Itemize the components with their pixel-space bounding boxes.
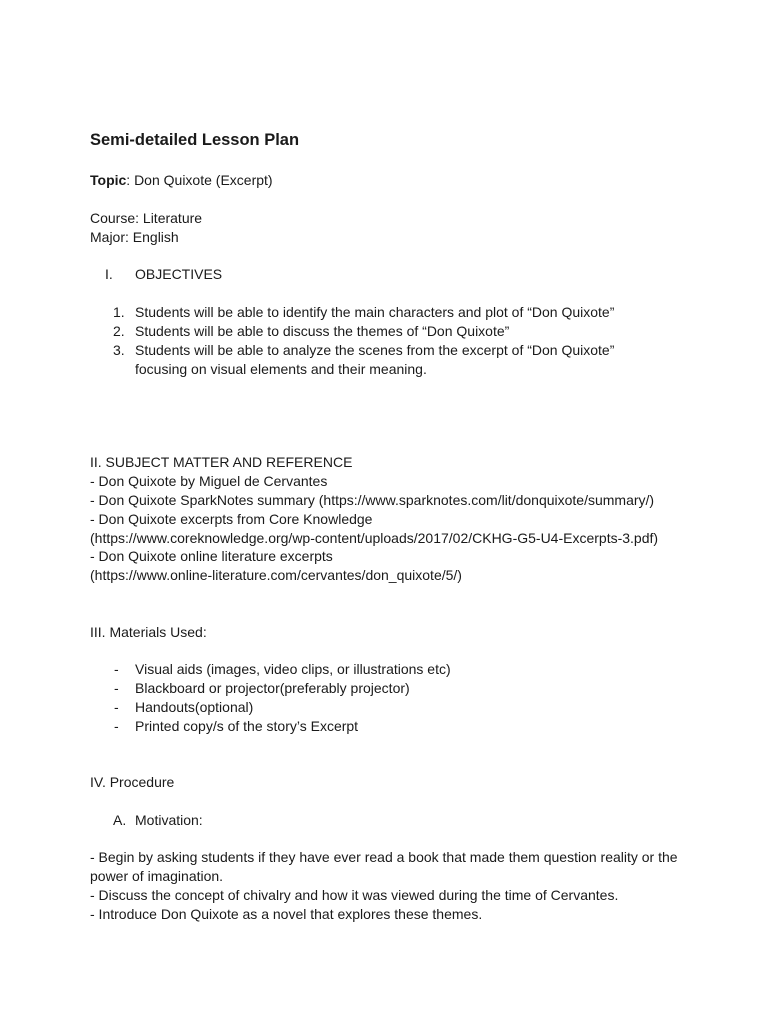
sub-section-marker: A. bbox=[113, 812, 127, 828]
topic-value: : Don Quixote (Excerpt) bbox=[126, 172, 273, 188]
reference-line: (https://www.online-literature.com/cervantes/don_quixote/5/) bbox=[90, 567, 462, 583]
topic-label: Topic bbox=[90, 172, 127, 188]
section-heading-subject-matter: II. SUBJECT MATTER AND REFERENCE bbox=[90, 454, 353, 470]
procedure-paragraph: - Discuss the concept of chivalry and how it was viewed during the time of Cervantes. bbox=[90, 887, 619, 903]
reference-line: (https://www.coreknowledge.org/wp-content/uploads/2017/02/CKHG-G5-U4-Excerpts-3.pdf) bbox=[90, 530, 659, 546]
material-item: Blackboard or projector(preferably projector) bbox=[135, 680, 410, 696]
course-line: Course: Literature bbox=[90, 210, 203, 226]
list-number: 1. bbox=[113, 304, 125, 320]
objective-item: Students will be able to analyze the scenes from the excerpt of “Don Quixote” bbox=[135, 342, 615, 358]
sub-section-heading-motivation: Motivation: bbox=[135, 812, 203, 828]
procedure-paragraph: - Introduce Don Quixote as a novel that explores these themes. bbox=[90, 906, 483, 922]
reference-line: - Don Quixote online literature excerpts bbox=[90, 548, 333, 564]
bullet-dash: - bbox=[114, 699, 119, 715]
objective-item-continuation: focusing on visual elements and their meaning. bbox=[135, 361, 427, 377]
section-numeral: I. bbox=[105, 266, 113, 282]
section-heading-procedure: IV. Procedure bbox=[90, 774, 175, 790]
major-line: Major: English bbox=[90, 229, 179, 245]
material-item: Printed copy/s of the story’s Excerpt bbox=[135, 718, 359, 734]
page-title: Semi-detailed Lesson Plan bbox=[90, 131, 300, 149]
objective-item: Students will be able to discuss the themes of “Don Quixote” bbox=[135, 323, 510, 339]
material-item: Visual aids (images, video clips, or illustrations etc) bbox=[135, 661, 451, 677]
bullet-dash: - bbox=[114, 680, 119, 696]
procedure-paragraph: - Begin by asking students if they have ever read a book that made them question reality or the power of imagination. bbox=[90, 849, 678, 884]
list-number: 3. bbox=[113, 342, 125, 358]
list-number: 2. bbox=[113, 323, 125, 339]
section-heading-objectives: OBJECTIVES bbox=[135, 266, 223, 282]
material-item: Handouts(optional) bbox=[135, 699, 254, 715]
reference-line: - Don Quixote SparkNotes summary (https://www.sparknotes.com/lit/donquixote/summary/) bbox=[90, 492, 655, 508]
reference-line: - Don Quixote excerpts from Core Knowledge bbox=[90, 511, 373, 527]
topic-line bbox=[90, 171, 273, 190]
reference-line: - Don Quixote by Miguel de Cervantes bbox=[90, 473, 328, 489]
bullet-dash: - bbox=[114, 718, 119, 734]
objective-item: Students will be able to identify the main characters and plot of “Don Quixote” bbox=[135, 304, 615, 320]
bullet-dash: - bbox=[114, 661, 119, 677]
section-heading-materials: III. Materials Used: bbox=[90, 624, 207, 640]
